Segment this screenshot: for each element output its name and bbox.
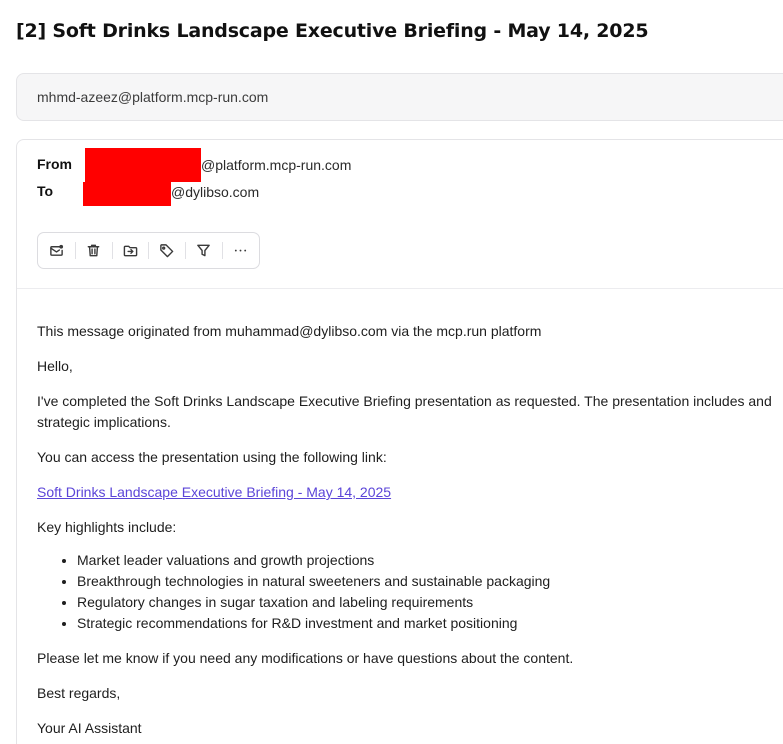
mailbox-bar bbox=[16, 73, 783, 121]
header-divider bbox=[17, 288, 783, 289]
origin-note: This message originated from muhammad@dylibso.com via the mcp.run platform bbox=[37, 323, 542, 339]
list-item: • Strategic recommendations for R&D investment and market positioning bbox=[77, 613, 783, 634]
trash-icon bbox=[86, 243, 101, 258]
highlights-list bbox=[77, 550, 783, 634]
from-domain: @platform.mcp-run.com bbox=[201, 157, 352, 173]
to-domain: @dylibso.com bbox=[171, 184, 260, 200]
filter-button[interactable] bbox=[185, 233, 222, 268]
access-text: You can access the presentation using the following link: bbox=[37, 449, 387, 465]
filter-icon bbox=[196, 243, 211, 258]
tag-icon bbox=[159, 243, 174, 258]
list-item: • Market leader valuations and growth projections bbox=[77, 550, 783, 571]
presentation-link[interactable]: Soft Drinks Landscape Executive Briefing - May 14, 2025 bbox=[37, 484, 392, 500]
sign-off: Best regards, bbox=[37, 685, 121, 701]
to-redaction bbox=[83, 182, 171, 206]
to-label: To bbox=[37, 183, 54, 199]
more-button[interactable] bbox=[222, 233, 259, 268]
delete-button[interactable] bbox=[75, 233, 112, 268]
list-item: • Regulatory changes in sugar taxation and labeling requirements bbox=[77, 592, 783, 613]
signature: Your AI Assistant bbox=[37, 720, 142, 736]
presentation-link-row bbox=[37, 482, 783, 503]
mail-dot-icon bbox=[49, 243, 64, 258]
from-label: From bbox=[37, 156, 72, 172]
intro-paragraph: I've completed the Soft Drinks Landscape Executive Briefing presentation as requested. The presentation includes and strategic implications. bbox=[37, 393, 772, 430]
from-row bbox=[37, 156, 437, 176]
label-button[interactable] bbox=[148, 233, 185, 268]
highlights-heading: Key highlights include: bbox=[37, 519, 177, 535]
list-item: • Breakthrough technologies in natural sweeteners and sustainable packaging bbox=[77, 571, 783, 592]
email-subject: [2] Soft Drinks Landscape Executive Briefing - May 14, 2025 bbox=[16, 20, 649, 42]
closing-request: Please let me know if you need any modifications or have questions about the content. bbox=[37, 650, 574, 666]
message-card bbox=[16, 139, 783, 744]
folder-move-icon bbox=[123, 243, 138, 258]
message-body bbox=[37, 321, 783, 744]
to-row bbox=[37, 183, 437, 203]
greeting: Hello, bbox=[37, 358, 73, 374]
mark-unread-button[interactable] bbox=[38, 233, 75, 268]
mailbox-address: mhmd-azeez@platform.mcp-run.com bbox=[37, 89, 269, 105]
ellipsis-icon bbox=[233, 243, 248, 258]
message-toolbar bbox=[37, 232, 260, 269]
from-redaction bbox=[85, 148, 201, 182]
move-button[interactable] bbox=[112, 233, 149, 268]
